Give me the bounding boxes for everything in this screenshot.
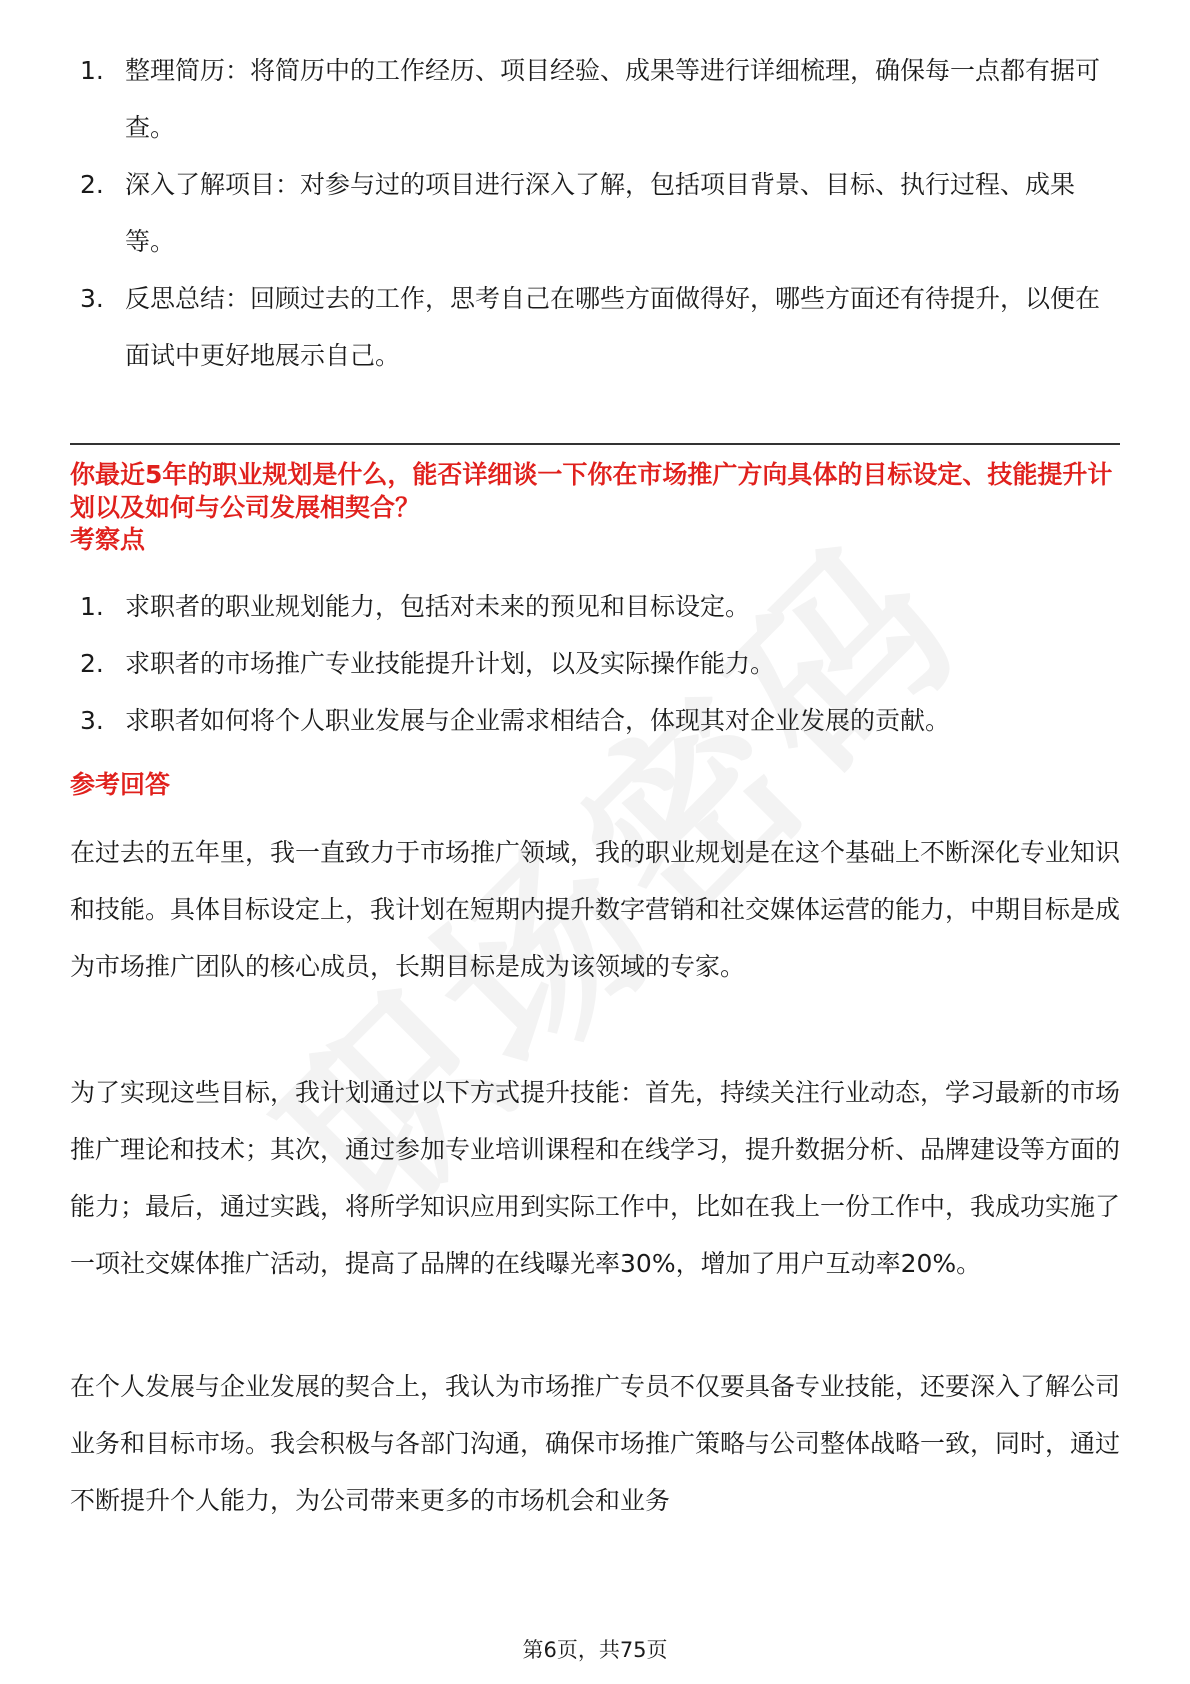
answer-paragraph: 在过去的五年里，我一直致力于市场推广领域，我的职业规划是在这个基础上不断深化专业知识和技能。具体目标设定上，我计划在短期内提升数字营销和社交媒体运营的能力，中期目标是成为市场推广团队的核心成员，长期目标是成为该领域的专家。 <box>70 838 1121 981</box>
focus-heading: 考察点 <box>70 525 146 554</box>
page-number: 第6页，共75页 <box>522 1638 668 1662</box>
list-number: 3. <box>80 284 104 313</box>
list-number: 2. <box>80 649 104 678</box>
list-item <box>0 578 1190 635</box>
list-item <box>0 270 1190 384</box>
list-number: 1. <box>80 56 104 85</box>
answer-heading: 参考回答 <box>70 770 171 799</box>
list-item <box>0 635 1190 692</box>
list-item <box>0 156 1190 270</box>
list-text: 求职者如何将个人职业发展与企业需求相结合，体现其对企业发展的贡献。 <box>125 706 951 735</box>
intro-list <box>0 42 1190 384</box>
question-heading: 你最近5年的职业规划是什么，能否详细谈一下你在市场推广方向具体的目标设定、技能提升计划以及如何与公司发展相契合？ <box>70 460 1113 522</box>
answer-paragraph: 在个人发展与企业发展的契合上，我认为市场推广专员不仅要具备专业技能，还要深入了解公司业务和目标市场。我会积极与各部门沟通，确保市场推广策略与公司整体战略一致，同时，通过不断提升个人能力，为公司带来更多的市场机会和业务 <box>70 1372 1121 1515</box>
list-number: 1. <box>80 592 104 621</box>
list-number: 3. <box>80 706 104 735</box>
list-text: 求职者的职业规划能力，包括对未来的预见和目标设定。 <box>125 592 751 621</box>
focus-list <box>0 578 1190 749</box>
list-text: 求职者的市场推广专业技能提升计划，以及实际操作能力。 <box>125 649 776 678</box>
list-item <box>0 42 1190 156</box>
section-divider <box>70 443 1120 445</box>
list-text: 反思总结：回顾过去的工作，思考自己在哪些方面做得好，哪些方面还有待提升，以便在面试中更好地展示自己。 <box>125 284 1101 370</box>
list-number: 2. <box>80 170 104 199</box>
list-item <box>0 692 1190 749</box>
list-text: 整理简历：将简历中的工作经历、项目经验、成果等进行详细梳理，确保每一点都有据可查。 <box>125 56 1101 142</box>
answer-paragraph: 为了实现这些目标，我计划通过以下方式提升技能：首先，持续关注行业动态，学习最新的市场推广理论和技术；其次，通过参加专业培训课程和在线学习，提升数据分析、品牌建设等方面的能力；最后，通过实践，将所学知识应用到实际工作中，比如在我上一份工作中，我成功实施了一项社交媒体推广活动，提高了品牌的在线曝光率30%，增加了用户互动率20%。 <box>70 1078 1121 1278</box>
list-text: 深入了解项目：对参与过的项目进行深入了解，包括项目背景、目标、执行过程、成果等。 <box>125 170 1076 256</box>
